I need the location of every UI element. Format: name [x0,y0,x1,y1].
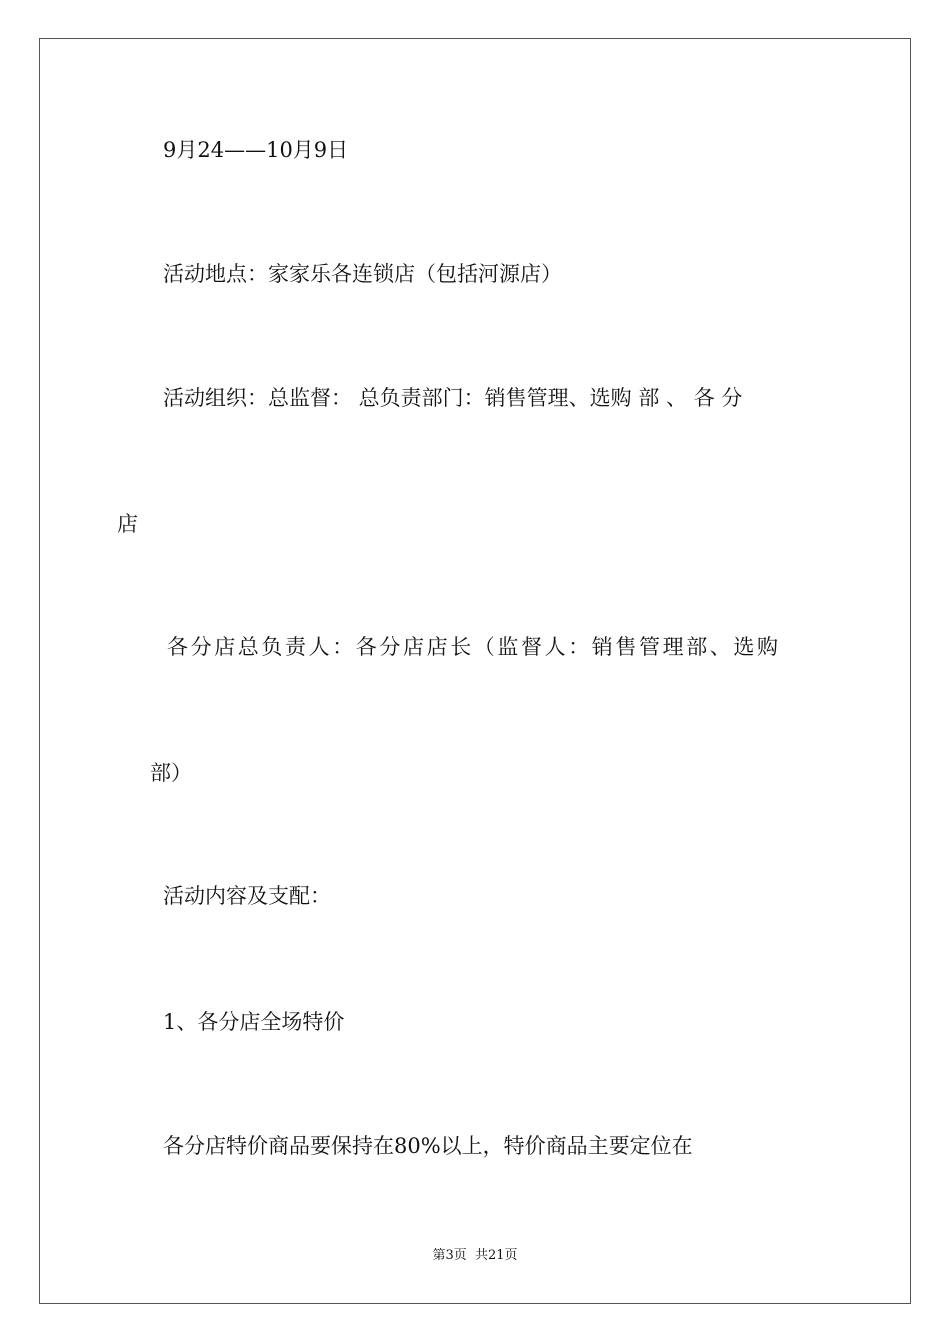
text-line-item-1: 1、各分店全场特价 [163,1010,345,1034]
organization-text: 活动组织：总监督： 总负责部门：销售管理、选购 部 、 各 分 [163,386,743,410]
text-line-organization [163,384,833,412]
text-line-date: 9月24——10月9日 [163,138,349,162]
page-frame [39,38,911,1304]
page-number-footer: 第3页 共21页 [432,1248,518,1263]
text-line-item-1-detail: 各分店特价商品要保持在80%以上，特价商品主要定位在 [163,1134,693,1158]
text-line-branch-manager-cont: 部） [150,761,192,785]
text-line-location: 活动地点：家家乐各连锁店（包括河源店） [163,262,562,286]
text-line-content-heading: 活动内容及支配： [163,884,331,908]
text-line-branch-manager: 各分店总负责人：各分店店长（监督人：销售管理部、选购 [167,635,781,659]
text-line-organization-cont: 店 [117,512,138,536]
